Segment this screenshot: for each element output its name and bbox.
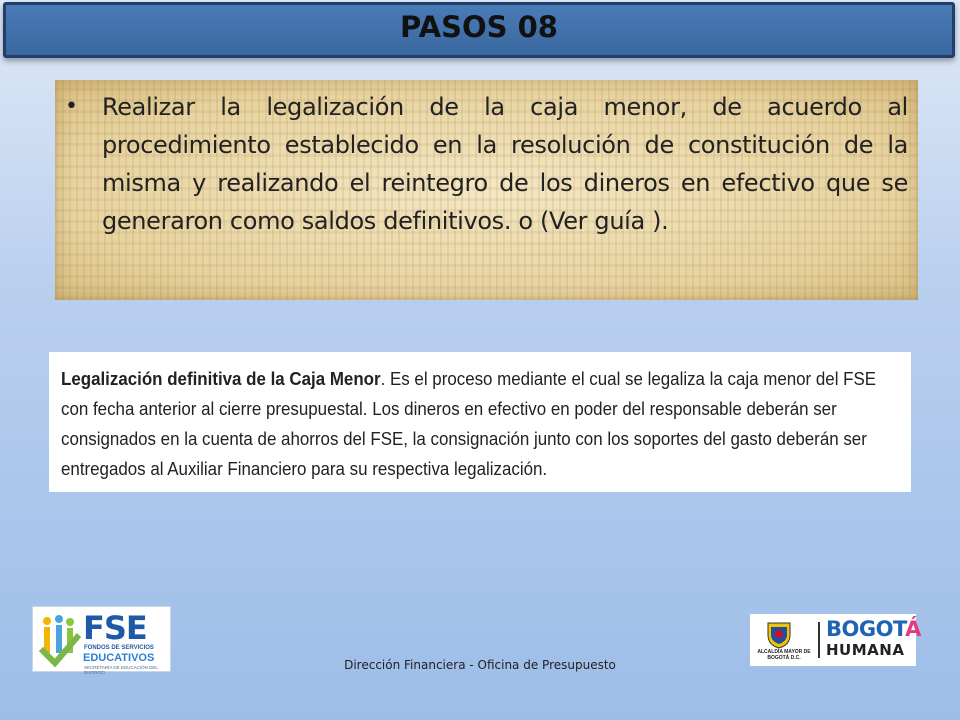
page-title: PASOS 08 (400, 10, 558, 44)
bullet-text: Realizar la legalización de la caja menor, de acuerdo al procedimiento establecido en la resolución de constitución de la misma y realizando el reintegro de los dineros en efectivo que se generaron como saldos definitivos. o (Ver guía ). (102, 93, 908, 235)
title-bar (3, 2, 955, 58)
bullet-panel (55, 80, 918, 300)
fse-secretaria: SECRETARÍA DE EDUCACIÓN DEL DISTRITO (84, 665, 158, 675)
coat-of-arms-icon (764, 619, 794, 649)
fse-subtitle: FONDOS DE SERVICIOS (84, 645, 154, 651)
fse-name: FSE (83, 609, 147, 647)
bullet-dot-icon: • (65, 94, 78, 119)
bullet-item (65, 88, 908, 240)
bogota-accent: Á (905, 617, 921, 641)
excerpt-body: . Es el proceso mediante el cual se legaliza la caja menor del FSE con fecha anterior al cierre presupuestal. Los dineros en efectivo en poder del responsable deberán ser consignados en la cuenta de ahorros del FSE, la consignación junto con los soportes del gasto deberán ser entregados al Auxiliar Financiero para su respectiva legalización. (61, 369, 877, 479)
footer-text: Dirección Financiera - Oficina de Presupuesto (344, 658, 616, 672)
logo-divider (818, 622, 820, 658)
excerpt-paragraph (61, 364, 898, 484)
bogota-logo (750, 614, 921, 666)
bogota-main: BOGOT (826, 617, 906, 641)
excerpt-box (49, 352, 911, 492)
bogota-wordmark (826, 617, 921, 641)
humana-wordmark: HUMANA (826, 641, 905, 659)
fse-educativos: EDUCATIVOS (83, 652, 155, 664)
excerpt-bold-lead: Legalización definitiva de la Caja Menor (61, 369, 381, 389)
alcaldia-label: ALCALDÍA MAYOR DE BOGOTÁ D.C. (757, 649, 811, 661)
